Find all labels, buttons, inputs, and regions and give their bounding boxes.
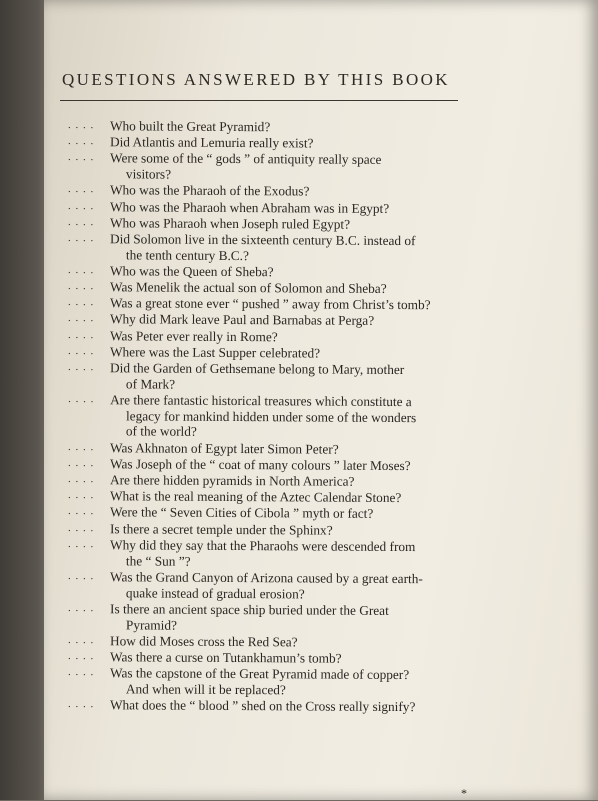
question-line: Who was the Pharaoh of the Exodus? <box>109 182 310 199</box>
question-text <box>108 649 488 667</box>
question-line: Is there an ancient space ship buried under the Great <box>110 600 389 618</box>
dot-leader: . . . . <box>67 521 95 534</box>
question-continuation: the “ Sun ”? <box>125 552 191 569</box>
question-continuation: Pyramid? <box>125 616 177 632</box>
question-item <box>68 199 488 217</box>
dot-leader: . . . . <box>68 231 95 245</box>
question-item <box>68 569 488 603</box>
question-text <box>108 521 488 539</box>
question-line: Was a great stone ever “ pushed ” away from Christ’s tomb? <box>109 295 431 313</box>
question-continuation: of the world? <box>125 423 197 440</box>
question-item <box>68 456 488 474</box>
question-text <box>108 456 488 474</box>
dot-leader: . . . . <box>67 489 95 502</box>
page-heading: QUESTIONS ANSWERED BY THIS BOOK <box>62 70 450 89</box>
question-line: Where was the Last Supper celebrated? <box>109 344 321 361</box>
question-line: Who built the Great Pyramid? <box>109 118 271 135</box>
question-line: Why did they say that the Pharaohs were descended from <box>110 537 416 554</box>
dot-leader: . . . . <box>68 361 95 374</box>
question-text <box>108 360 488 394</box>
dot-leader: . . . . <box>67 344 95 358</box>
question-item <box>68 215 488 233</box>
question-line: Did Solomon live in the sixteenth century B.C. instead of <box>110 231 416 249</box>
question-item <box>68 697 488 715</box>
question-line: Were the “ Seven Cities of Cibola ” myth or fact? <box>109 504 374 522</box>
question-line: Are there fantastic historical treasures which constitute a <box>110 392 412 410</box>
dot-leader: . . . . <box>67 119 95 132</box>
question-item <box>68 504 488 522</box>
question-item <box>68 521 488 539</box>
question-text <box>108 505 488 523</box>
question-line: Why did Mark leave Paul and Barnabas at Perga? <box>109 311 375 329</box>
question-text <box>108 601 488 635</box>
question-text <box>108 392 488 441</box>
question-text <box>108 118 488 136</box>
question-item <box>68 440 488 458</box>
dot-leader: . . . . <box>68 151 95 164</box>
dot-leader: . . . . <box>67 215 95 228</box>
dot-leader: . . . . <box>67 135 95 148</box>
dot-leader: . . . . <box>67 312 95 325</box>
question-line: Was there a curse on Tutankhamun’s tomb? <box>109 648 342 666</box>
dot-leader: . . . . <box>67 199 95 212</box>
question-item <box>68 263 488 281</box>
question-text <box>108 312 488 330</box>
dot-leader: . . . . <box>68 665 95 679</box>
question-line: How did Moses cross the Red Sea? <box>109 632 298 649</box>
question-line: Who was the Pharaoh when Abraham was in Egypt? <box>109 198 390 216</box>
question-line: Were some of the “ gods ” of antiquity really space <box>110 150 382 168</box>
question-line: Are there hidden pyramids in North America? <box>109 472 355 489</box>
question-text <box>108 537 488 571</box>
question-text <box>108 440 488 458</box>
question-continuation: of Mark? <box>125 376 176 392</box>
questions-list <box>68 118 488 713</box>
question-item <box>68 537 488 571</box>
dot-leader: . . . . <box>68 601 95 614</box>
question-line: Did Atlantis and Lemuria really exist? <box>109 134 314 151</box>
question-line: Was the Grand Canyon of Arizona caused by a great earth- <box>110 568 423 586</box>
dot-leader: . . . . <box>67 328 95 341</box>
question-continuation: legacy for mankind hidden under some of the wonders <box>125 408 417 425</box>
dot-leader: . . . . <box>68 569 95 582</box>
question-item <box>68 328 488 346</box>
question-line: Was Joseph of the “ coat of many colours ” later Moses? <box>109 456 411 473</box>
question-text <box>108 199 488 217</box>
question-text <box>108 633 488 651</box>
dot-leader: . . . . <box>67 697 95 710</box>
question-text <box>108 344 488 362</box>
dot-leader: . . . . <box>67 633 95 646</box>
question-item <box>68 649 488 667</box>
question-line: What does the “ blood ” shed on the Cross really signify? <box>109 697 416 714</box>
dot-leader: . . . . <box>67 280 95 293</box>
question-line: Was the capstone of the Great Pyramid made of copper? <box>110 665 410 682</box>
question-text <box>108 697 488 715</box>
question-text <box>108 183 488 201</box>
question-line: Was Peter ever really in Rome? <box>109 327 278 344</box>
question-continuation: visitors? <box>125 166 172 182</box>
question-item <box>68 150 488 184</box>
question-continuation: And when will it be replaced? <box>125 680 286 697</box>
dot-leader: . . . . <box>67 649 95 662</box>
question-line: Did the Garden of Gethsemane belong to Mary, mother <box>110 360 405 378</box>
question-item <box>68 311 488 329</box>
dot-leader: . . . . <box>68 392 95 406</box>
question-text <box>108 263 488 281</box>
dot-leader: . . . . <box>67 505 95 518</box>
question-item <box>68 601 488 635</box>
dot-leader: . . . . <box>67 472 95 486</box>
question-item <box>68 182 488 200</box>
question-item <box>68 665 488 699</box>
dot-leader: . . . . <box>67 456 95 469</box>
question-text <box>108 472 488 490</box>
question-item <box>68 633 488 651</box>
question-line: Who was Pharaoh when Joseph ruled Egypt? <box>109 214 351 232</box>
question-line: Was Akhnaton of Egypt later Simon Peter? <box>109 439 339 457</box>
question-item <box>68 231 488 265</box>
dot-leader: . . . . <box>67 183 95 196</box>
question-text <box>108 231 488 265</box>
dot-leader: . . . . <box>67 440 95 453</box>
dot-leader: . . . . <box>68 537 95 550</box>
question-text <box>108 328 488 346</box>
question-text <box>108 665 488 699</box>
question-text <box>108 151 488 185</box>
question-line: What is the real meaning of the Aztec Calendar Stone? <box>109 488 402 506</box>
question-text <box>108 569 488 603</box>
question-continuation: quake instead of gradual erosion? <box>125 584 305 601</box>
dot-leader: . . . . <box>67 296 95 309</box>
question-item <box>68 392 488 442</box>
question-line: Is there a secret temple under the Sphinx? <box>109 520 333 538</box>
question-line: Who was the Queen of Sheba? <box>109 263 274 280</box>
question-item <box>68 344 488 362</box>
question-line: Was Menelik the actual son of Solomon and Sheba? <box>109 279 387 296</box>
question-continuation: the tenth century B.C.? <box>125 246 249 263</box>
heading-rule <box>60 100 458 101</box>
question-text <box>108 215 488 233</box>
page-footmark: * <box>461 786 467 800</box>
dot-leader: . . . . <box>67 263 95 276</box>
question-item <box>68 360 488 394</box>
